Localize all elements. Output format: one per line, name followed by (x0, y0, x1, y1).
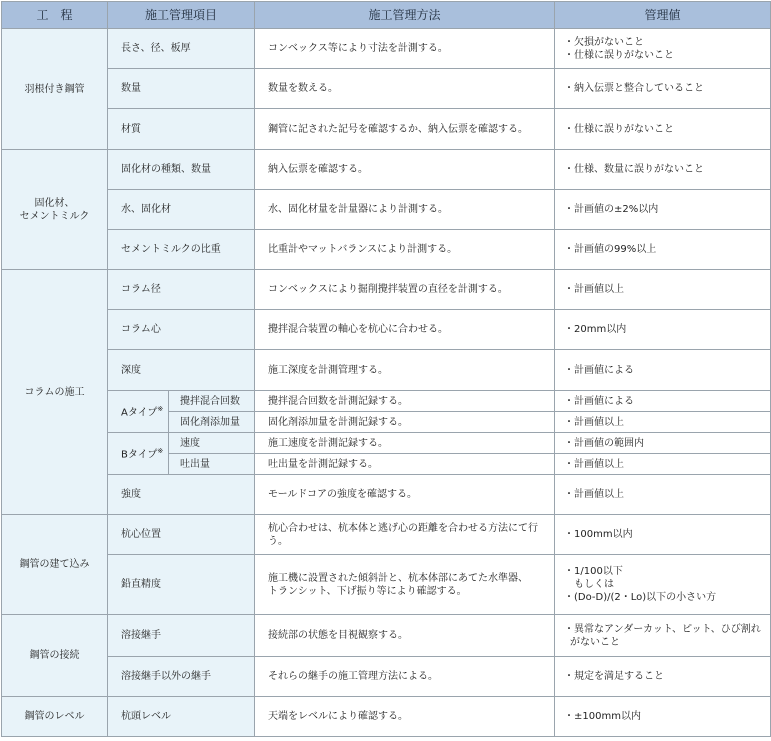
method-cell: 天端をレベルにより確認する。 (255, 697, 555, 737)
type-a-footnote-mark: ※ (157, 405, 164, 414)
table-row (2, 270, 771, 310)
type-b-label: Bタイプ (121, 449, 158, 461)
table-row (2, 697, 771, 737)
method-cell: 比重計やマットバランスにより計測する。 (255, 230, 555, 270)
process-cell-erect: 鋼管の建て込み (2, 515, 108, 615)
value-cell: ・計画値以上 (555, 270, 771, 310)
value-line: ・欠損がないこと (564, 36, 645, 48)
item-cell: 杭心位置 (108, 515, 255, 555)
header-method: 施工管理方法 (255, 2, 555, 29)
value-cell (555, 555, 771, 615)
item-cell: コラム径 (108, 270, 255, 310)
sub-item-cell: 攪拌混合回数 (169, 391, 255, 412)
value-cell: ・仕様、数量に誤りがないこと (555, 150, 771, 190)
value-line: もしくは (574, 579, 615, 590)
process-cell-milk (2, 150, 108, 270)
method-cell: 施工深度を計測管理する。 (255, 350, 555, 391)
value-line: ・(Do-D)/(2・Lo)以下の小さい方 (564, 592, 717, 603)
value-cell: ・計画値による (555, 350, 771, 391)
process-cell-level: 鋼管のレベル (2, 697, 108, 737)
value-cell: ・納入伝票と整合していること (555, 69, 771, 109)
value-cell: ・100mm以内 (555, 515, 771, 555)
method-cell: コンベックスにより掘削攪拌装置の直径を計測する。 (255, 270, 555, 310)
method-cell: 接続部の状態を目視観察する。 (255, 615, 555, 657)
item-cell: 材質 (108, 109, 255, 150)
item-cell: 深度 (108, 350, 255, 391)
value-line: ・1/100以下 (564, 566, 623, 577)
method-line: 施工機に設置された傾斜計と、杭本体部にあてた水準器、 (268, 572, 529, 584)
item-cell: 溶接継手以外の継手 (108, 657, 255, 697)
value-cell: ・計画値の±2%以内 (555, 190, 771, 230)
header-item: 施工管理項目 (108, 2, 255, 29)
table-row (2, 657, 771, 697)
method-line: トランシット、下げ振り等により確認する。 (268, 585, 467, 597)
item-cell: コラム心 (108, 310, 255, 350)
table-row (2, 350, 771, 391)
process-label-line: 固化材、 (34, 197, 75, 209)
item-cell: 鉛直精度 (108, 555, 255, 615)
table-row (2, 433, 771, 454)
value-cell: ・計画値の範囲内 (555, 433, 771, 454)
table-row (2, 29, 771, 69)
table-row (2, 391, 771, 412)
value-cell: ・±100mm以内 (555, 697, 771, 737)
table-row (2, 190, 771, 230)
value-cell: ・20mm以内 (555, 310, 771, 350)
table-row (2, 230, 771, 270)
method-cell: 鋼管に記された記号を確認するか、納入伝票を確認する。 (255, 109, 555, 150)
table-row (2, 515, 771, 555)
type-a-label: Aタイプ (121, 407, 158, 419)
table-row (2, 150, 771, 190)
method-cell: 水、固化材量を計量器により計測する。 (255, 190, 555, 230)
value-line: ・仕様に誤りがないこと (564, 49, 675, 61)
value-cell: ・計画値以上 (555, 412, 771, 433)
header-process: 工 程 (2, 2, 108, 29)
value-cell: ・計画値の99%以上 (555, 230, 771, 270)
process-cell-column: コラムの施工 (2, 270, 108, 515)
process-label-line: セメントミルク (19, 210, 90, 222)
table-row (2, 310, 771, 350)
value-cell: ・計画値による (555, 391, 771, 412)
sub-item-cell: 速度 (169, 433, 255, 454)
method-cell: 攪拌混合装置の軸心を杭心に合わせる。 (255, 310, 555, 350)
type-a-cell (108, 391, 169, 433)
table-row (2, 109, 771, 150)
type-b-cell (108, 433, 169, 475)
process-cell-joint: 鋼管の接続 (2, 615, 108, 697)
method-cell: 杭心合わせは、杭本体と逃げ心の距離を合わせる方法にて行う。 (255, 515, 555, 555)
process-cell-pipe: 羽根付き鋼管 (2, 29, 108, 150)
method-cell: それらの継手の施工管理方法による。 (255, 657, 555, 697)
item-cell: 長さ、径、板厚 (108, 29, 255, 69)
header-row (2, 2, 771, 29)
method-cell: 数量を数える。 (255, 69, 555, 109)
sub-item-cell: 固化剤添加量 (169, 412, 255, 433)
item-cell: 固化材の種類、数量 (108, 150, 255, 190)
method-cell: 攪拌混合回数を計測記録する。 (255, 391, 555, 412)
value-cell: ・計画値以上 (555, 475, 771, 515)
header-value: 管理値 (555, 2, 771, 29)
table-row (2, 475, 771, 515)
value-cell (555, 615, 771, 657)
table-row (2, 615, 771, 657)
method-cell: 納入伝票を確認する。 (255, 150, 555, 190)
method-cell: コンベックス等により寸法を計測する。 (255, 29, 555, 69)
sub-item-cell: 吐出量 (169, 454, 255, 475)
value-line: がないこと (570, 636, 621, 648)
item-cell: 溶接継手 (108, 615, 255, 657)
item-cell: 杭頭レベル (108, 697, 255, 737)
item-cell: セメントミルクの比重 (108, 230, 255, 270)
value-cell: ・計画値以上 (555, 454, 771, 475)
value-cell: ・仕様に誤りがないこと (555, 109, 771, 150)
method-cell: モールドコアの強度を確認する。 (255, 475, 555, 515)
value-line: ・異常なアンダーカット、ピット、ひび割れ (564, 623, 761, 635)
method-cell: 吐出量を計測記録する。 (255, 454, 555, 475)
item-cell: 強度 (108, 475, 255, 515)
item-cell: 水、固化材 (108, 190, 255, 230)
construction-management-table (1, 1, 771, 737)
type-b-footnote-mark: ※ (157, 447, 164, 456)
value-cell (555, 29, 771, 69)
method-cell: 施工速度を計測記録する。 (255, 433, 555, 454)
method-cell: 固化剤添加量を計測記録する。 (255, 412, 555, 433)
value-cell: ・規定を満足すること (555, 657, 771, 697)
method-cell (255, 555, 555, 615)
table-row (2, 69, 771, 109)
table-row (2, 555, 771, 615)
item-cell: 数量 (108, 69, 255, 109)
